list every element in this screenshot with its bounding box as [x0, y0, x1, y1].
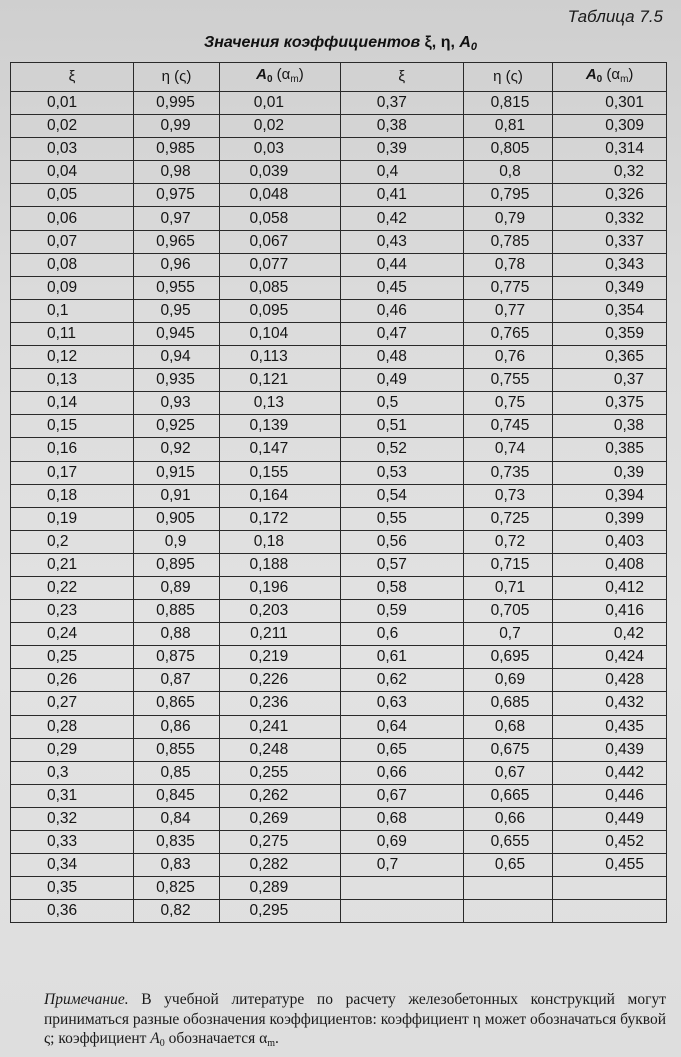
table-row	[11, 138, 667, 161]
table-cell: 0,226	[220, 669, 341, 692]
table-cell: 0,38	[553, 415, 667, 438]
table-cell: 0,93	[134, 392, 220, 415]
table-cell: 0,13	[11, 369, 134, 392]
table-cell: 0,665	[463, 784, 553, 807]
table-cell: 0,38	[340, 115, 463, 138]
table-cell: 0,255	[220, 761, 341, 784]
table-cell: 0,91	[134, 484, 220, 507]
table-cell: 0,32	[553, 161, 667, 184]
table-cell: 0,048	[220, 184, 341, 207]
table-row	[11, 253, 667, 276]
table-cell: 0,7	[340, 854, 463, 877]
table-cell: 0,655	[463, 831, 553, 854]
table-cell: 0,241	[220, 715, 341, 738]
table-cell: 0,77	[463, 299, 553, 322]
table-row	[11, 507, 667, 530]
table-cell: 0,685	[463, 692, 553, 715]
table-cell: 0,94	[134, 346, 220, 369]
table-cell: 0,46	[340, 299, 463, 322]
table-row	[11, 161, 667, 184]
table-cell: 0,69	[340, 831, 463, 854]
table-cell: 0,875	[134, 646, 220, 669]
table-cell: 0,06	[11, 207, 134, 230]
table-cell	[553, 877, 667, 900]
table-cell: 0,57	[340, 553, 463, 576]
table-row	[11, 576, 667, 599]
table-cell: 0,085	[220, 276, 341, 299]
table-cell: 0,452	[553, 831, 667, 854]
table-cell: 0,62	[340, 669, 463, 692]
table-cell: 0,077	[220, 253, 341, 276]
note-text-1: В учебной литературе по расчету железобетонных конструкций могут приниматься разные обозначения коэффициентов: коэффициент η может обозначаться буквой ς; коэффициент	[44, 991, 666, 1047]
table-cell: 0,905	[134, 507, 220, 530]
table-row	[11, 715, 667, 738]
table-cell: 0,11	[11, 322, 134, 345]
table-cell: 0,895	[134, 553, 220, 576]
table-cell: 0,147	[220, 438, 341, 461]
table-cell: 0,925	[134, 415, 220, 438]
table-row	[11, 184, 667, 207]
table-cell: 0,68	[463, 715, 553, 738]
table-cell: 0,172	[220, 507, 341, 530]
table-cell: 0,805	[463, 138, 553, 161]
table-cell: 0,985	[134, 138, 220, 161]
table-cell: 0,85	[134, 761, 220, 784]
coefficients-table	[10, 62, 667, 923]
table-cell: 0,66	[463, 807, 553, 830]
header-a0-2: $A_0$ $(\alpha_m)$	[553, 63, 667, 92]
table-row	[11, 646, 667, 669]
table-cell	[553, 900, 667, 923]
table-cell: 0,54	[340, 484, 463, 507]
table-cell: 0,865	[134, 692, 220, 715]
table-cell: 0,78	[463, 253, 553, 276]
table-cell: 0,211	[220, 623, 341, 646]
table-cell: 0,09	[11, 276, 134, 299]
table-cell: 0,282	[220, 854, 341, 877]
table-cell: 0,67	[463, 761, 553, 784]
table-cell: 0,39	[553, 461, 667, 484]
table-cell: 0,955	[134, 276, 220, 299]
table-cell: 0,99	[134, 115, 220, 138]
table-row	[11, 877, 667, 900]
table-cell: 0,835	[134, 831, 220, 854]
table-cell: 0,33	[11, 831, 134, 854]
table-cell: 0,2	[11, 530, 134, 553]
table-cell: 0,725	[463, 507, 553, 530]
table-cell: 0,01	[11, 92, 134, 115]
table-cell: 0,15	[11, 415, 134, 438]
table-cell: 0,6	[340, 623, 463, 646]
table-row	[11, 369, 667, 392]
table-cell: 0,354	[553, 299, 667, 322]
table-cell: 0,42	[553, 623, 667, 646]
table-row	[11, 207, 667, 230]
table-cell: 0,97	[134, 207, 220, 230]
table-cell: 0,196	[220, 576, 341, 599]
table-cell: 0,765	[463, 322, 553, 345]
table-cell: 0,449	[553, 807, 667, 830]
table-cell: 0,4	[340, 161, 463, 184]
header-a0: $A_0$ $(\alpha_m)$	[220, 63, 341, 92]
table-row	[11, 484, 667, 507]
table-cell: 0,95	[134, 299, 220, 322]
table-cell: 0,08	[11, 253, 134, 276]
table-cell: 0,695	[463, 646, 553, 669]
table-cell: 0,825	[134, 877, 220, 900]
table-cell: 0,343	[553, 253, 667, 276]
table-cell: 0,53	[340, 461, 463, 484]
table-row	[11, 346, 667, 369]
table-body	[11, 92, 667, 923]
table-row	[11, 92, 667, 115]
table-cell: 0,37	[553, 369, 667, 392]
table-cell: 0,164	[220, 484, 341, 507]
table-cell: 0,412	[553, 576, 667, 599]
table-cell: 0,69	[463, 669, 553, 692]
table-cell: 0,48	[340, 346, 463, 369]
table-cell: 0,63	[340, 692, 463, 715]
table-cell: 0,96	[134, 253, 220, 276]
table-cell: 0,18	[11, 484, 134, 507]
table-cell: 0,47	[340, 322, 463, 345]
table-cell: 0,23	[11, 600, 134, 623]
table-title	[0, 34, 681, 53]
title-a-subscript: 0	[470, 41, 478, 53]
table-cell: 0,745	[463, 415, 553, 438]
table-cell: 0,49	[340, 369, 463, 392]
table-cell: 0,236	[220, 692, 341, 715]
table-cell: 0,43	[340, 230, 463, 253]
note-text-2: обозначается α	[164, 1030, 268, 1047]
table-row	[11, 900, 667, 923]
table-cell: 0,84	[134, 807, 220, 830]
table-cell: 0,755	[463, 369, 553, 392]
note-label: Примечание.	[44, 991, 129, 1008]
table-cell: 0,32	[11, 807, 134, 830]
table-cell: 0,915	[134, 461, 220, 484]
table-cell: 0,79	[463, 207, 553, 230]
table-row	[11, 807, 667, 830]
table-cell: 0,66	[340, 761, 463, 784]
table-cell: 0,301	[553, 92, 667, 115]
table-cell: 0,435	[553, 715, 667, 738]
table-cell: 0,02	[11, 115, 134, 138]
table-cell: 0,845	[134, 784, 220, 807]
table-cell: 0,98	[134, 161, 220, 184]
table-cell: 0,995	[134, 92, 220, 115]
table-cell: 0,965	[134, 230, 220, 253]
table-cell: 0,35	[11, 877, 134, 900]
table-row	[11, 530, 667, 553]
note-paragraph	[44, 990, 666, 1054]
table-cell: 0,935	[134, 369, 220, 392]
table-cell: 0,5	[340, 392, 463, 415]
table-cell: 0,25	[11, 646, 134, 669]
table-row	[11, 553, 667, 576]
table-cell: 0,52	[340, 438, 463, 461]
table-cell: 0,262	[220, 784, 341, 807]
table-cell: 0,56	[340, 530, 463, 553]
table-cell: 0,27	[11, 692, 134, 715]
table-cell: 0,155	[220, 461, 341, 484]
table-cell: 0,24	[11, 623, 134, 646]
table-cell: 0,7	[463, 623, 553, 646]
title-a-symbol: A	[459, 34, 471, 51]
table-row	[11, 669, 667, 692]
table-cell: 0,21	[11, 553, 134, 576]
note-text-3: .	[275, 1030, 279, 1047]
table-cell: 0,72	[463, 530, 553, 553]
table-row	[11, 461, 667, 484]
table-cell: 0,775	[463, 276, 553, 299]
table-cell: 0,365	[553, 346, 667, 369]
table-cell: 0,9	[134, 530, 220, 553]
table-row	[11, 299, 667, 322]
table-cell: 0,359	[553, 322, 667, 345]
table-cell: 0,51	[340, 415, 463, 438]
table-cell: 0,29	[11, 738, 134, 761]
table-cell: 0,41	[340, 184, 463, 207]
table-cell: 0,188	[220, 553, 341, 576]
table-cell: 0,309	[553, 115, 667, 138]
table-cell: 0,31	[11, 784, 134, 807]
table-cell: 0,14	[11, 392, 134, 415]
table-cell: 0,88	[134, 623, 220, 646]
table-cell: 0,349	[553, 276, 667, 299]
table-cell: 0,332	[553, 207, 667, 230]
table-cell	[463, 900, 553, 923]
table-cell: 0,394	[553, 484, 667, 507]
table-cell: 0,86	[134, 715, 220, 738]
table-row	[11, 738, 667, 761]
table-cell: 0,45	[340, 276, 463, 299]
table-cell: 0,314	[553, 138, 667, 161]
table-cell: 0,03	[220, 138, 341, 161]
table-cell: 0,067	[220, 230, 341, 253]
table-row	[11, 784, 667, 807]
table-cell: 0,26	[11, 669, 134, 692]
table-cell: 0,735	[463, 461, 553, 484]
table-row	[11, 230, 667, 253]
table-cell: 0,326	[553, 184, 667, 207]
table-row	[11, 831, 667, 854]
table-cell: 0,01	[220, 92, 341, 115]
table-row	[11, 692, 667, 715]
table-cell: 0,55	[340, 507, 463, 530]
table-cell: 0,385	[553, 438, 667, 461]
table-cell: 0,455	[553, 854, 667, 877]
table-number-label: Таблица 7.5	[567, 7, 663, 26]
table-row	[11, 322, 667, 345]
table-cell: 0,92	[134, 438, 220, 461]
table-cell: 0,675	[463, 738, 553, 761]
table-cell: 0,795	[463, 184, 553, 207]
table-row	[11, 623, 667, 646]
header-eta: η (ς)	[134, 63, 220, 92]
table-cell: 0,269	[220, 807, 341, 830]
table-cell: 0,81	[463, 115, 553, 138]
note-alpha-subscript: m	[267, 1038, 275, 1049]
header-eta-2: η (ς)	[463, 63, 553, 92]
table-cell: 0,446	[553, 784, 667, 807]
table-cell: 0,039	[220, 161, 341, 184]
table-cell: 0,428	[553, 669, 667, 692]
table-cell: 0,16	[11, 438, 134, 461]
table-cell: 0,815	[463, 92, 553, 115]
table-row	[11, 392, 667, 415]
table-cell: 0,76	[463, 346, 553, 369]
table-cell: 0,248	[220, 738, 341, 761]
table-cell: 0,36	[11, 900, 134, 923]
table-cell: 0,71	[463, 576, 553, 599]
table-cell: 0,275	[220, 831, 341, 854]
table-cell: 0,18	[220, 530, 341, 553]
table-cell: 0,64	[340, 715, 463, 738]
table-cell: 0,83	[134, 854, 220, 877]
table-cell: 0,44	[340, 253, 463, 276]
table-cell: 0,295	[220, 900, 341, 923]
table-cell: 0,22	[11, 576, 134, 599]
table-row	[11, 276, 667, 299]
title-prefix: Значения коэффициентов	[203, 34, 421, 51]
table-cell: 0,12	[11, 346, 134, 369]
table-cell: 0,02	[220, 115, 341, 138]
table-cell: 0,34	[11, 854, 134, 877]
table-cell: 0,095	[220, 299, 341, 322]
table-cell: 0,65	[340, 738, 463, 761]
table-cell: 0,219	[220, 646, 341, 669]
table-cell: 0,89	[134, 576, 220, 599]
table-cell: 0,715	[463, 553, 553, 576]
table-cell: 0,139	[220, 415, 341, 438]
table-cell: 0,975	[134, 184, 220, 207]
table-row	[11, 415, 667, 438]
table-cell: 0,439	[553, 738, 667, 761]
table-cell: 0,375	[553, 392, 667, 415]
table-cell: 0,399	[553, 507, 667, 530]
table-cell: 0,67	[340, 784, 463, 807]
table-cell: 0,289	[220, 877, 341, 900]
table-cell: 0,74	[463, 438, 553, 461]
table-cell: 0,113	[220, 346, 341, 369]
table-cell: 0,432	[553, 692, 667, 715]
table-cell: 0,8	[463, 161, 553, 184]
table-row	[11, 761, 667, 784]
table-cell: 0,945	[134, 322, 220, 345]
table-cell: 0,17	[11, 461, 134, 484]
table-cell: 0,37	[340, 92, 463, 115]
table-cell: 0,424	[553, 646, 667, 669]
table-cell: 0,121	[220, 369, 341, 392]
table-cell	[340, 877, 463, 900]
table-cell: 0,337	[553, 230, 667, 253]
table-cell: 0,408	[553, 553, 667, 576]
table-cell: 0,82	[134, 900, 220, 923]
table-row	[11, 115, 667, 138]
table-cell: 0,785	[463, 230, 553, 253]
table-row	[11, 438, 667, 461]
table-cell: 0,104	[220, 322, 341, 345]
note-a-symbol: A	[150, 1030, 160, 1047]
header-xi-2: ξ	[340, 63, 463, 92]
table-cell: 0,73	[463, 484, 553, 507]
table-cell: 0,07	[11, 230, 134, 253]
header-xi: ξ	[11, 63, 134, 92]
note-a-subscript: 0	[159, 1038, 165, 1049]
table-cell	[463, 877, 553, 900]
table-cell: 0,04	[11, 161, 134, 184]
table-cell: 0,61	[340, 646, 463, 669]
table-cell: 0,59	[340, 600, 463, 623]
table-cell: 0,58	[340, 576, 463, 599]
table-cell: 0,19	[11, 507, 134, 530]
table-cell: 0,05	[11, 184, 134, 207]
table-cell: 0,68	[340, 807, 463, 830]
table-cell: 0,42	[340, 207, 463, 230]
table-cell: 0,058	[220, 207, 341, 230]
title-symbols: ξ, η,	[424, 34, 455, 51]
table-row	[11, 600, 667, 623]
table-cell: 0,203	[220, 600, 341, 623]
table-cell: 0,75	[463, 392, 553, 415]
table-cell: 0,65	[463, 854, 553, 877]
table-cell: 0,28	[11, 715, 134, 738]
table-cell: 0,885	[134, 600, 220, 623]
table-cell	[340, 900, 463, 923]
table-cell: 0,403	[553, 530, 667, 553]
table-cell: 0,442	[553, 761, 667, 784]
table-cell: 0,13	[220, 392, 341, 415]
table-cell: 0,1	[11, 299, 134, 322]
table-cell: 0,03	[11, 138, 134, 161]
table-cell: 0,87	[134, 669, 220, 692]
table-cell: 0,39	[340, 138, 463, 161]
table-cell: 0,705	[463, 600, 553, 623]
table-cell: 0,3	[11, 761, 134, 784]
table-cell: 0,855	[134, 738, 220, 761]
table-cell: 0,416	[553, 600, 667, 623]
header-row	[11, 63, 667, 92]
table-row	[11, 854, 667, 877]
